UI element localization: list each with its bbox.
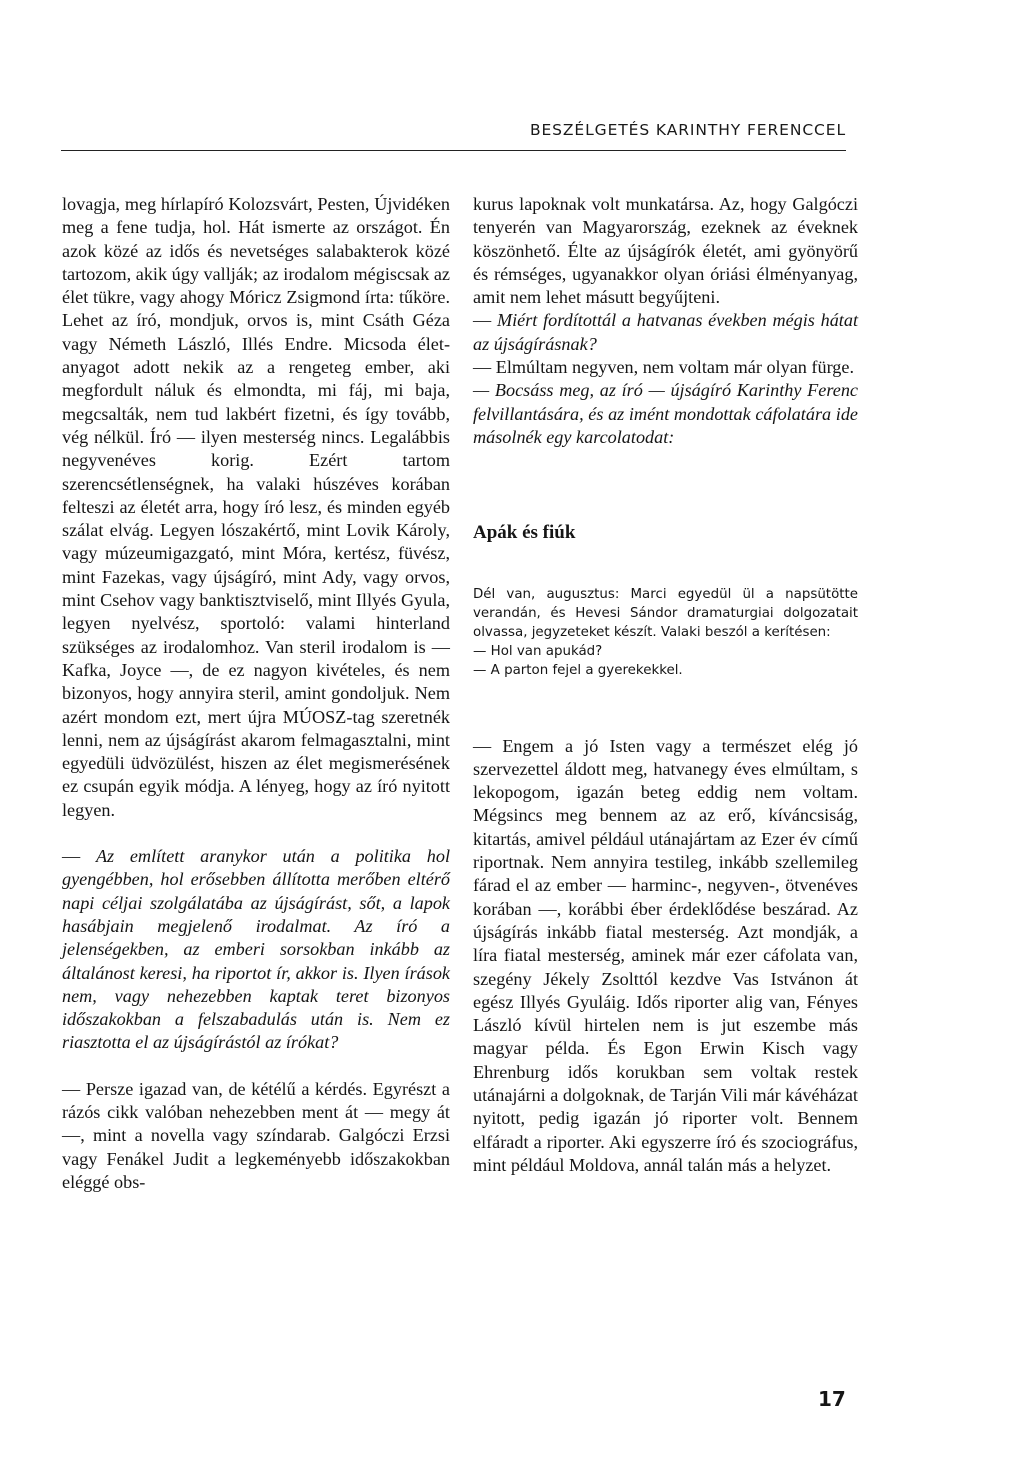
- page-number: 17: [818, 1387, 846, 1411]
- interview-question-1: [62, 845, 450, 1055]
- excerpt-title: Apák és fiúk: [473, 522, 576, 544]
- right-paragraph-1: kurus lapoknak volt munkatársa. Az, hogy Galgóczi tenyerén van Magyarország, ezeknek az éveknek köszönhető. Élte az újságírók életét, ami gyönyörű és rémséges, ugyanakkor olyan óriási élményanyag, amit nem lehet másutt begyűjteni.: [473, 194, 858, 308]
- left-paragraph-1: lovagja, meg hírlapíró Kolozsvárt, Pesten, Újvidéken meg a fene tudja, hol. Hát ismerte az országot. Én azok közé az idős és nevetséges salabakterok közé tartozom, akik úgy vallják; az irodalom mégiscsak az élet tükre, vagy ahogy Móricz Zsigmond írta: tűköre. Lehet az író, mondjuk, orvos is, mint Csáth Géza vagy Németh László, Illés Endre. Micsoda életanyagot adott nekik az a rengeteg ember, aki megfordult náluk és elmondta, mi fáj, mi baja, megcsalták, nem tud lakbért fizetni, és így tovább, vég nélkül. Író — ilyen mesterség nincs. Legalábbis negyvenéves korig. Ezért tartom szerencsétlenségnek, ha valaki húszéves korában felteszi az életét arra, hogy író lesz, és minden egyéb szálat elvág. Legyen lószakértő, mint Lovik Károly, vagy múzeumigazgató, mint Móra, kertész, füvész, mint Fazekas, vagy újságíró, mint Ady, vagy orvos, mint Csehov vagy banktisztviselő, mint Illyés Gyula, legyen nyelvész, sportoló: valami hinterland szükséges az irodalomhoz. Van steril irodalom is — Kafka, Joyce —, de ez nagyon kivételes, és nem bizonyos, hogy annyira steril, amint gondoljuk. Nem azért mondom ezt, mert újra MÚOSZ-tag szeretnék lenni, nem az újságírást akarom felmagasztalni, mint egyedüli üdvözülést, hiszen az élet megismerésének ez csupán egyik módja. A lényeg, hogy az író nyitott legyen.: [62, 194, 450, 820]
- question-text: Miért fordítottál a hatvanas években mégis hátat az újságírásnak?: [473, 310, 859, 354]
- question-dash: —: [62, 846, 96, 867]
- scene-description: Dél van, augusztus: Marci egyedül ül a napsütötte verandán, és Hevesi Sándor dramaturgiai dolgozatait olvassa, jegyzeteket készít. Valaki beszól a kerítésen:: [473, 586, 858, 640]
- interview-answer-1: — Persze igazad van, de kétélű a kérdés. Egyrészt a rázós cikk valóban nehezebben ment át — megy át —, mint a novella vagy színdarab. Galgóczi Erzsi vagy Fenákel Judit a legkeményebb időszakokban eléggé obs-: [62, 1078, 450, 1192]
- story-text: — Engem a jó Isten vagy a természet elég jó szervezettel áldott meg, hatvanegy éves elmúltam, s lekopogom, igazán beteg eddig nem voltam. Mégsincs meg bennem az az erő, kíváncsiság, kitartás, amivel például utánajártam az Ezer év című riportnak. Nem annyira testileg, inkább szellemileg fárad el az ember — harminc-, negyven-, ötvenéves korában —, korábbi éber érdeklődése beszárad. Az újságírás inkább fiatal mesterség. Azt mondják, a líra fiatal mesterség, aminek már ezer cáfolata van, szegény Jékely Zsolttól kezdve Vas Istvánon át egész Illyés Gyuláig. Idős riporter alig van, Fényes László kívül hirtelen nem is jut eszembe más magyar példa. És Egon Erwin Kisch vagy Ehrenburg idős korukban sem voltak restek utánajárni a dolgoknak, de Tarján Vili már kávéházat nyitott, pedig igazán jó riporter volt. Bennem elfáradt a riporter. Aki egyszerre író és szociográfus, mint például Moldova, annál talán más a helyzet.: [473, 735, 858, 1175]
- interview-question-2: [473, 309, 858, 356]
- header-rule: [61, 150, 846, 151]
- dialogue-line-1: — Hol van apukád?: [473, 644, 603, 660]
- dialogue-line-2: — A parton fejel a gyerekekkel.: [473, 663, 683, 679]
- left-column: [62, 193, 450, 1194]
- interview-answer-2: — Elmúltam negyven, nem voltam már olyan fürge.: [473, 357, 855, 378]
- right-column: [473, 193, 858, 1177]
- running-header-title: BESZÉLGETÉS KARINTHY FERENCCEL: [529, 121, 846, 139]
- question-dash: —: [473, 310, 497, 331]
- question-text: Az említett aranykor után a politika hol gyengébben, hol erősebben állította merőben eltérő napi céljai szolgálatába az újságírást, sőt, a lapok hasábjain megjelenő irodalmat. Az író a jelenségekben, az emberi sorsokban inkább az általánost keresi, ha riportot ír, akkor is. Ilyen írások nem, vagy nehezebben kaptak teret bizonyos időszakokban a felszabadulás után is. Nem ez riasztotta el az újságírástól az írókat?: [62, 846, 450, 1053]
- editor-note: — Bocsáss meg, az író — újságíró Karinthy Ferenc felvillantására, és az imént mondottak cáfolatára ide másolnék egy karcolatodat:: [473, 380, 858, 447]
